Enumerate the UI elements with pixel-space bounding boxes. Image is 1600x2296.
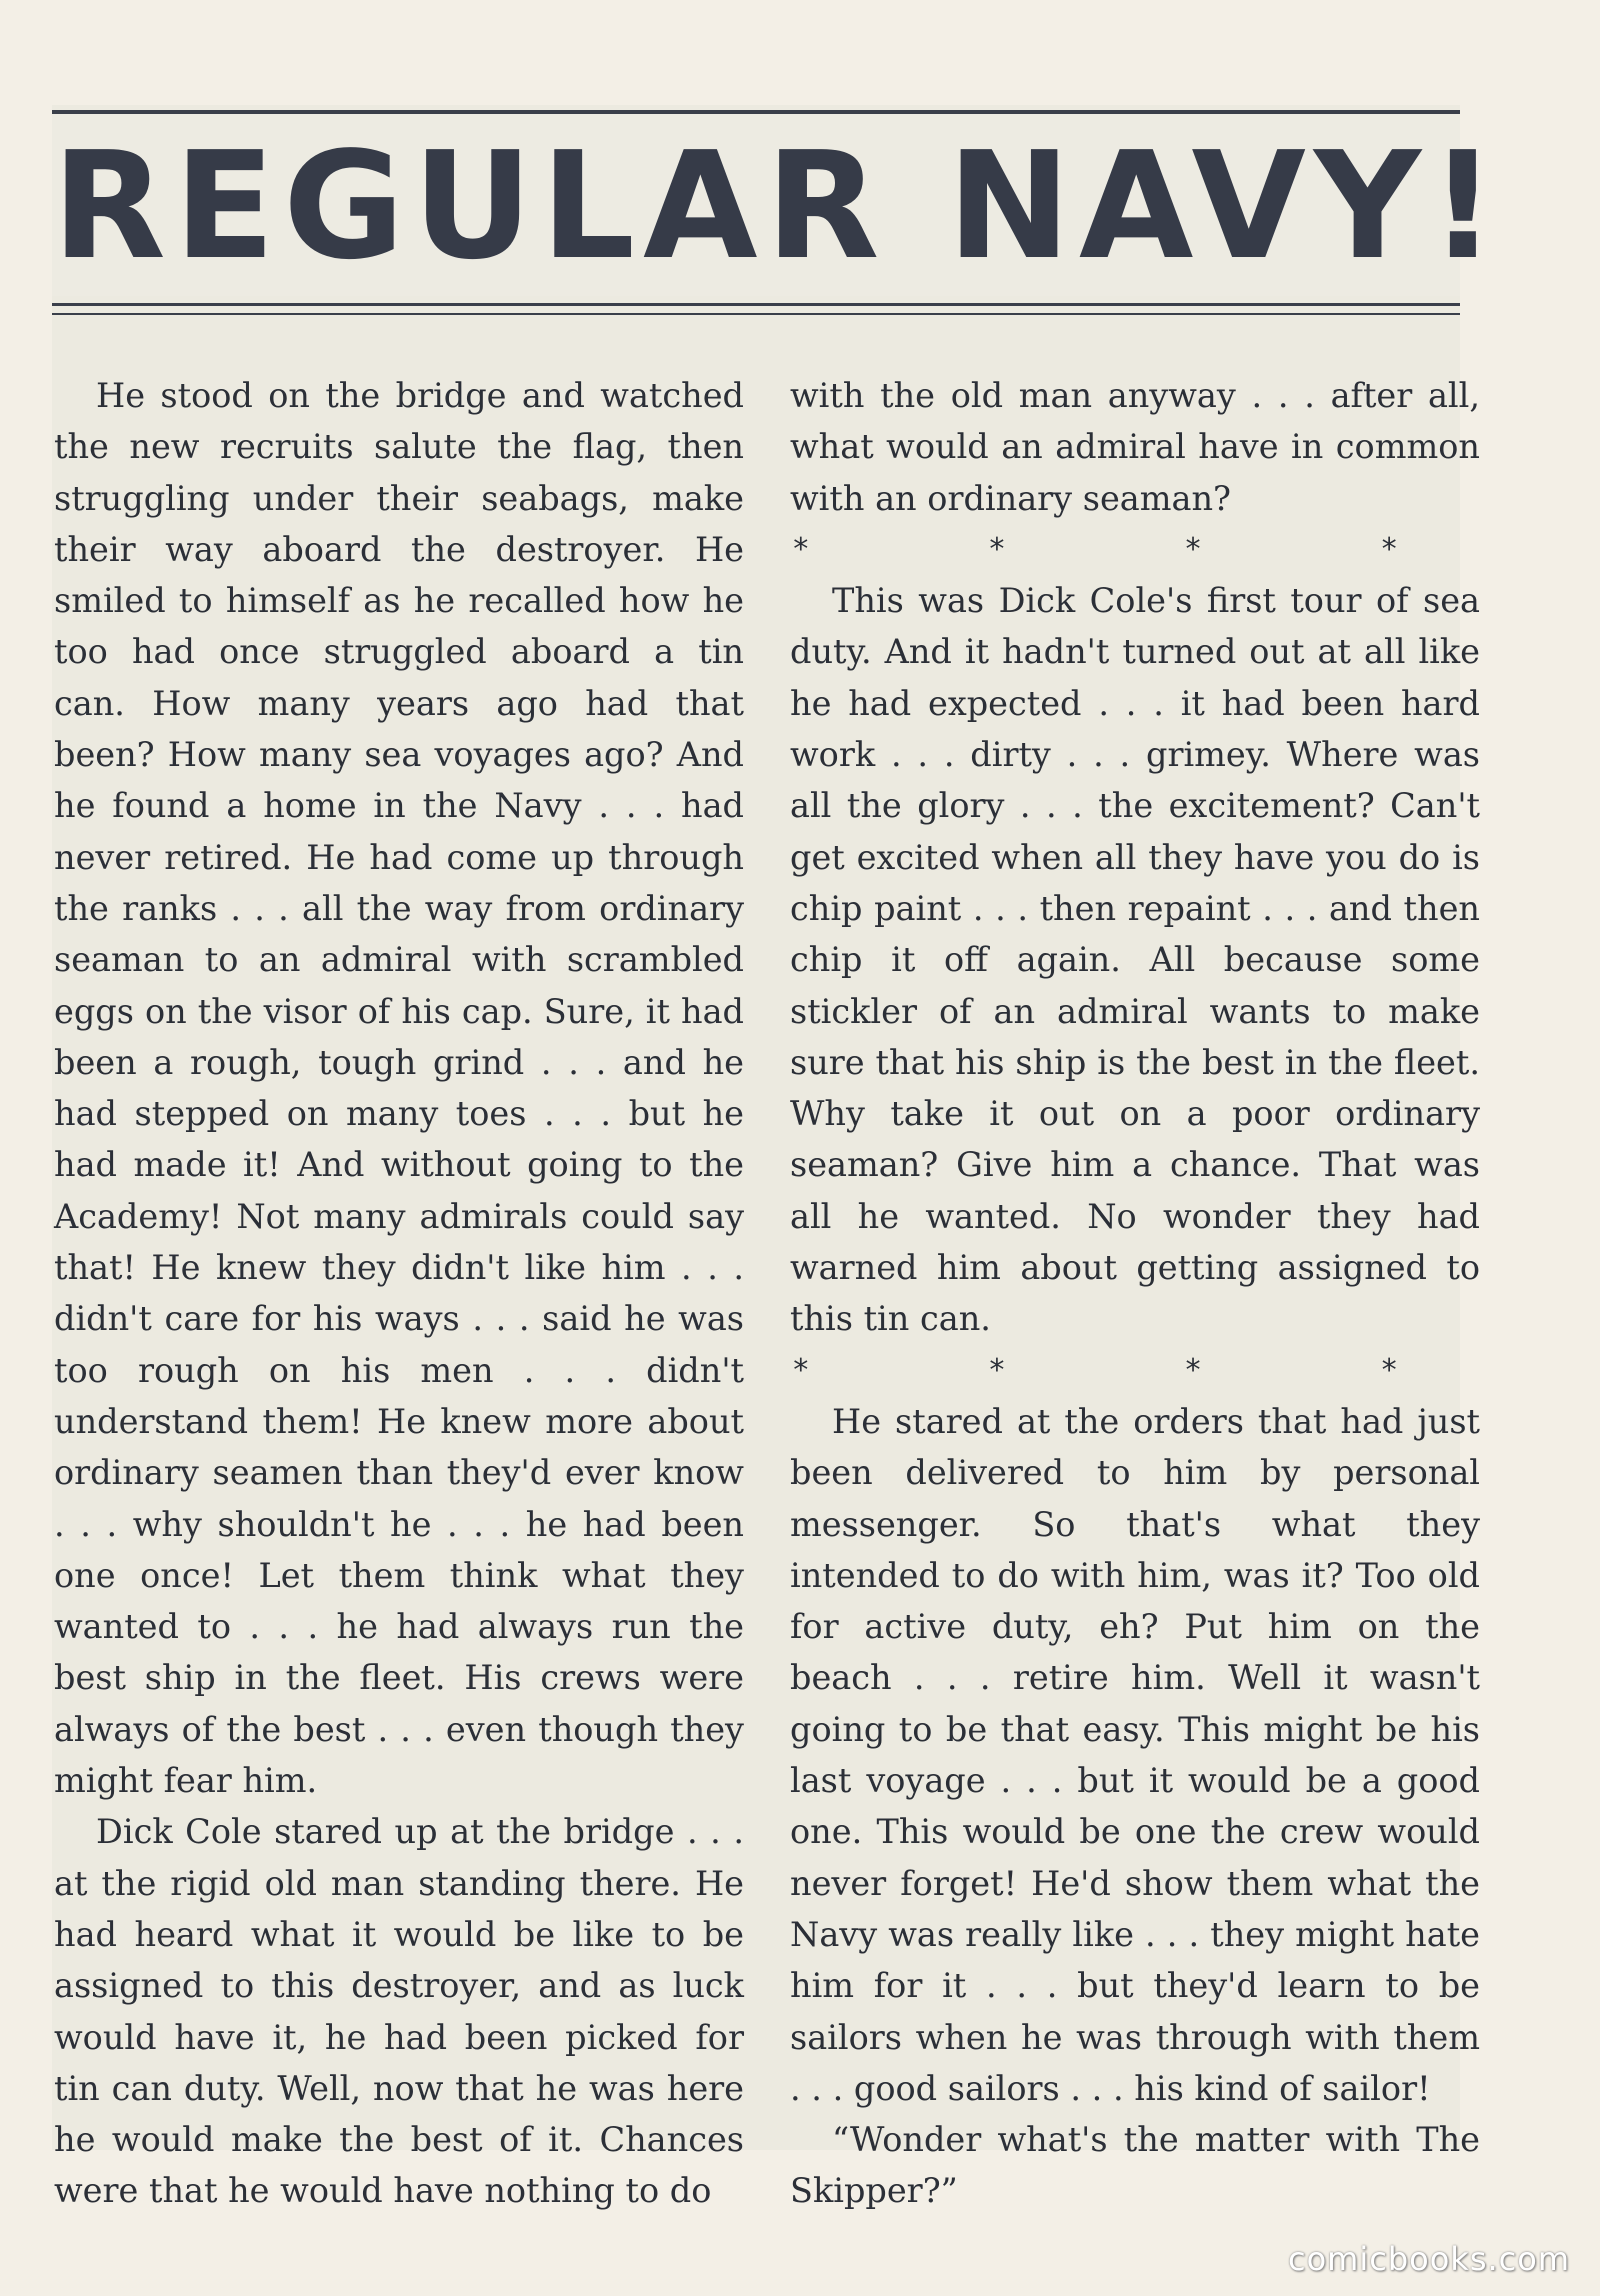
section-separator: * * * * bbox=[791, 1352, 1479, 1388]
paragraph: Dick Cole stared up at the bridge . . . at the rigid old man standing there. He had heard what it would be like to be assigned to this destroyer, and as luck would have it, he had been picked for tin can duty. Well, now that he was here he would make the best of it. Chances were that he would have nothing to do bbox=[54, 1812, 744, 2211]
watermark: comicbooks.com bbox=[1287, 2240, 1570, 2278]
title-rule-top bbox=[52, 303, 1460, 306]
left-column bbox=[54, 370, 744, 2217]
right-column bbox=[790, 370, 1480, 2217]
paragraph: with the old man anyway . . . after all, what would an admiral have in common with an ordinary seaman? bbox=[790, 376, 1480, 518]
page-title: REGULAR NAVY! bbox=[52, 120, 1505, 292]
paragraph: This was Dick Cole's first tour of sea duty. And it hadn't turned out at all like he had expected . . . it had been hard work . . . dirty . . . grimey. Where was all the glory . . . the excitement? Can't get excited when all they have you do is chip paint . . . then repaint . . . and then chip it off again. All because some stickler of an admiral wants to make sure that his ship is the best in the fleet. Why take it out on a poor ordinary seaman? Give him a chance. That was all he wanted. No wonder they had warned him about getting assigned to this tin can. bbox=[790, 581, 1480, 1339]
title-banner bbox=[52, 110, 1505, 296]
paragraph: He stood on the bridge and watched the new recruits salute the flag, then struggling under their seabags, make their way aboard the destroyer. He smiled to himself as he recalled how he too had once struggled aboard a tin can. How many years ago had that been? How many sea voyages ago? And he found a home in the Navy . . . had never retired. He had come up through the ranks . . . all the way from ordinary seaman to an admiral with scrambled eggs on the visor of his cap. Sure, it had been a rough, tough grind . . . and he had stepped on many toes . . . but he had made it! And without going to the Academy! Not many admirals could say that! He knew they didn't like him . . . didn't care for his ways . . . said he was too rough on his men . . . didn't understand them! He knew more about ordinary seamen than they'd ever know . . . why shouldn't he . . . he had been one once! Let them think what they wanted to . . . he had always run the best ship in the fleet. His crews were always of the best . . . even though they might fear him. bbox=[54, 376, 744, 1801]
title-rule-bottom bbox=[52, 313, 1460, 315]
paragraph: He stared at the orders that had just been delivered to him by personal messenger. So that's what they intended to do with him, was it? Too old for active duty, eh? Put him on the beach . . . retire him. Well it wasn't going to be that easy. This might be his last voyage . . . but it would be a good one. This would be one the crew would never forget! He'd show them what the Navy was really like . . . they might hate him for it . . . but they'd learn to be sailors when he was through with them . . . good sailors . . . his kind of sailor! bbox=[790, 1401, 1480, 2108]
paragraph: “Wonder what's the matter with The Skipper?” bbox=[790, 2120, 1480, 2211]
section-separator: * * * * bbox=[791, 531, 1479, 567]
